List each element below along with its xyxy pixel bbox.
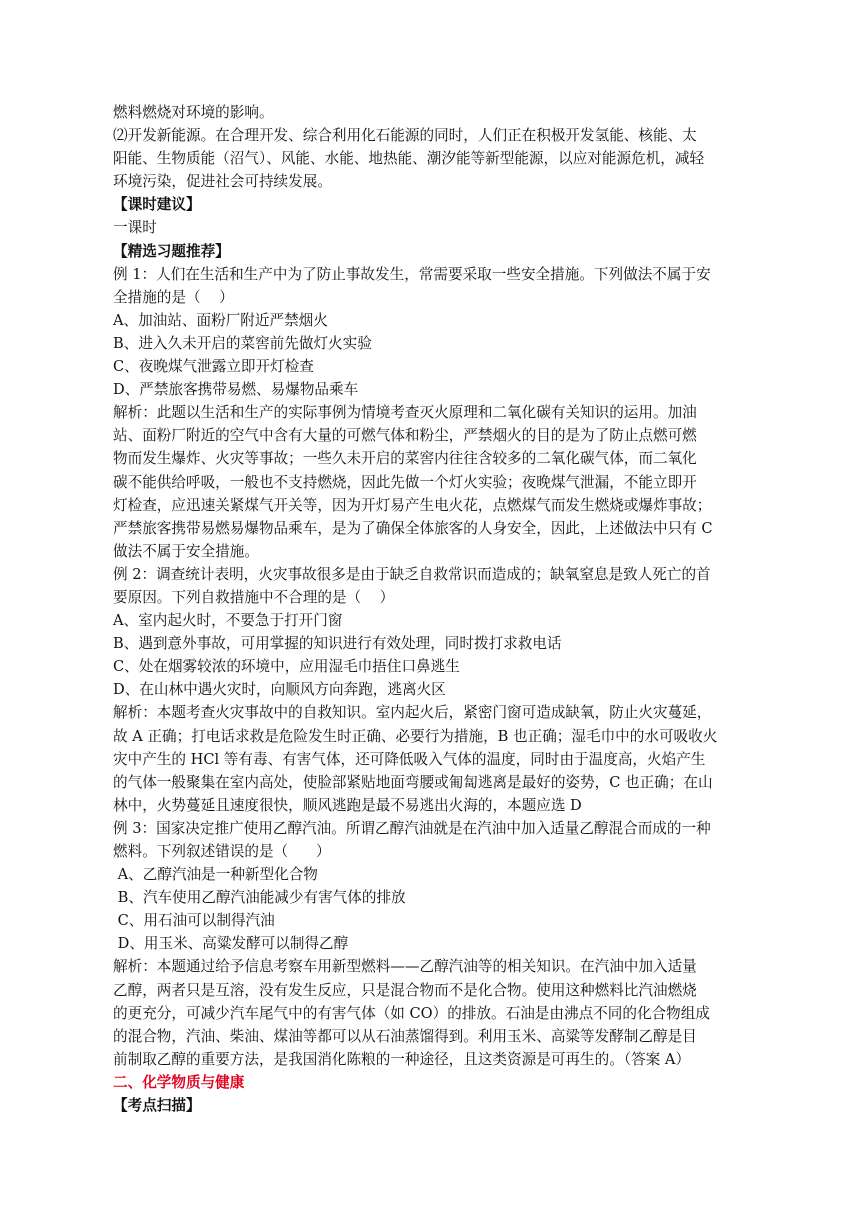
text-line: 物而发生爆炸、火灾等事故；一些久未开启的菜窖内往往含较多的二氧化碳气体，而二氧化	[113, 450, 697, 468]
text-line: 灾中产生的 HCl 等有毒、有害气体，还可降低吸入气体的温度，同时由于温度高，火焰产生	[113, 750, 706, 768]
text-line: ⑵开发新能源。在合理开发、综合利用化石能源的同时，人们正在积极开发氢能、核能、太	[113, 127, 697, 145]
bracket-heading: 【精选习题推荐】	[113, 242, 230, 260]
text-line: 灯检查，应迅速关紧煤气开关等，因为开灯易产生电火花，点燃煤气而发生燃烧或爆炸事故；	[113, 496, 712, 514]
text-line: 林中，火势蔓延且速度很快，顺风逃跑是最不易逃出火海的，本题应选 D	[113, 796, 582, 814]
text-line: 站、面粉厂附近的空气中含有大量的可燃气体和粉尘，严禁烟火的目的是为了防止点燃可燃	[113, 427, 697, 445]
text-line: B、遇到意外事故，可用掌握的知识进行有效处理，同时拨打求救电话	[113, 635, 562, 653]
text-line: A、加油站、面粉厂附近严禁烟火	[113, 311, 328, 329]
text-line: C、用石油可以制得汽油	[113, 912, 275, 930]
text-line: 前制取乙醇的重要方法，是我国消化陈粮的一种途径，且这类资源是可再生的。（答案 A）	[113, 1050, 691, 1068]
bracket-heading: 【课时建议】	[113, 196, 201, 214]
text-line: 环境污染，促进社会可持续发展。	[113, 173, 332, 191]
text-line: 故 A 正确；打电话求救是危险发生时正确、必要行为措施，B 也正确；湿毛巾中的水可吸收火	[113, 727, 718, 745]
text-line: A、乙醇汽油是一种新型化合物	[113, 866, 318, 884]
text-line: 例 3：国家决定推广使用乙醇汽油。所谓乙醇汽油就是在汽油中加入适量乙醇混合而成的一种	[113, 819, 711, 837]
text-line: D、严禁旅客携带易燃、易爆物品乘车	[113, 381, 359, 399]
text-line: 全措施的是（ ）	[113, 288, 234, 306]
text-line: 解析：本题考查火灾事故中的自救知识。室内起火后，紧密门窗可造成缺氧，防止火灾蔓延，	[113, 704, 712, 722]
text-line: 做法不属于安全措施。	[113, 542, 259, 560]
text-line: C、处在烟雾较浓的环境中，应用湿毛巾捂住口鼻逃生	[113, 658, 460, 676]
text-line: 一课时	[113, 219, 157, 237]
text-line: D、在山林中遇火灾时，向顺风方向奔跑，逃离火区	[113, 681, 446, 699]
text-line: 阳能、生物质能（沼气）、风能、水能、地热能、潮汐能等新型能源，以应对能源危机，减轻	[113, 150, 705, 168]
text-line: 的更充分，可减少汽车尾气中的有害气体（如 CO）的排放。石油是由沸点不同的化合物组成	[113, 1004, 710, 1022]
text-line: 解析：此题以生活和生产的实际事例为情境考查灭火原理和二氧化碳有关知识的运用。加油	[113, 404, 697, 422]
text-line: 例 2：调查统计表明，火灾事故很多是由于缺乏自救常识而造成的；缺氧窒息是致人死亡的首	[113, 565, 711, 583]
text-line: 要原因。下列自救措施中不合理的是（ ）	[113, 588, 395, 606]
text-line: A、室内起火时，不要急于打开门窗	[113, 612, 343, 630]
text-line: 燃料燃烧对环境的影响。	[113, 104, 274, 121]
text-line: C、夜晚煤气泄露立即开灯检查	[113, 358, 314, 376]
document-body	[113, 101, 753, 1117]
text-line: 严禁旅客携带易燃易爆物品乘车，是为了确保全体旅客的人身安全，因此，上述做法中只有 C	[113, 519, 713, 537]
text-line: 的气体一般聚集在室内高处，使脸部紧贴地面弯腰或匍匐逃离是最好的姿势，C 也正确；在山	[113, 773, 713, 791]
text-line: 燃料。下列叙述错误的是（ ）	[113, 843, 331, 860]
text-line: 乙醇，两者只是互溶，没有发生反应，只是混合物而不是化合物。使用这种燃料比汽油燃烧	[113, 981, 697, 999]
bracket-heading: 【考点扫描】	[113, 1097, 201, 1115]
text-line: B、进入久未开启的菜窖前先做灯火实验	[113, 334, 372, 352]
text-line: 解析：本题通过给予信息考察车用新型燃料——乙醇汽油等的相关知识。在汽油中加入适量	[113, 958, 697, 976]
text-line: 例 1：人们在生活和生产中为了防止事故发生，常需要采取一些安全措施。下列做法不属于安	[113, 265, 711, 283]
text-line: D、用玉米、高粱发酵可以制得乙醇	[113, 935, 349, 953]
text-line: B、汽车使用乙醇汽油能减少有害气体的排放	[113, 889, 406, 907]
section-heading: 二、化学物质与健康	[113, 1073, 245, 1091]
text-line: 碳不能供给呼吸，一般也不支持燃烧，因此先做一个灯火实验；夜晚煤气泄漏，不能立即开	[113, 473, 697, 491]
text-line: 的混合物，汽油、柴油、煤油等都可以从石油蒸馏得到。利用玉米、高粱等发酵制乙醇是目	[113, 1027, 697, 1045]
